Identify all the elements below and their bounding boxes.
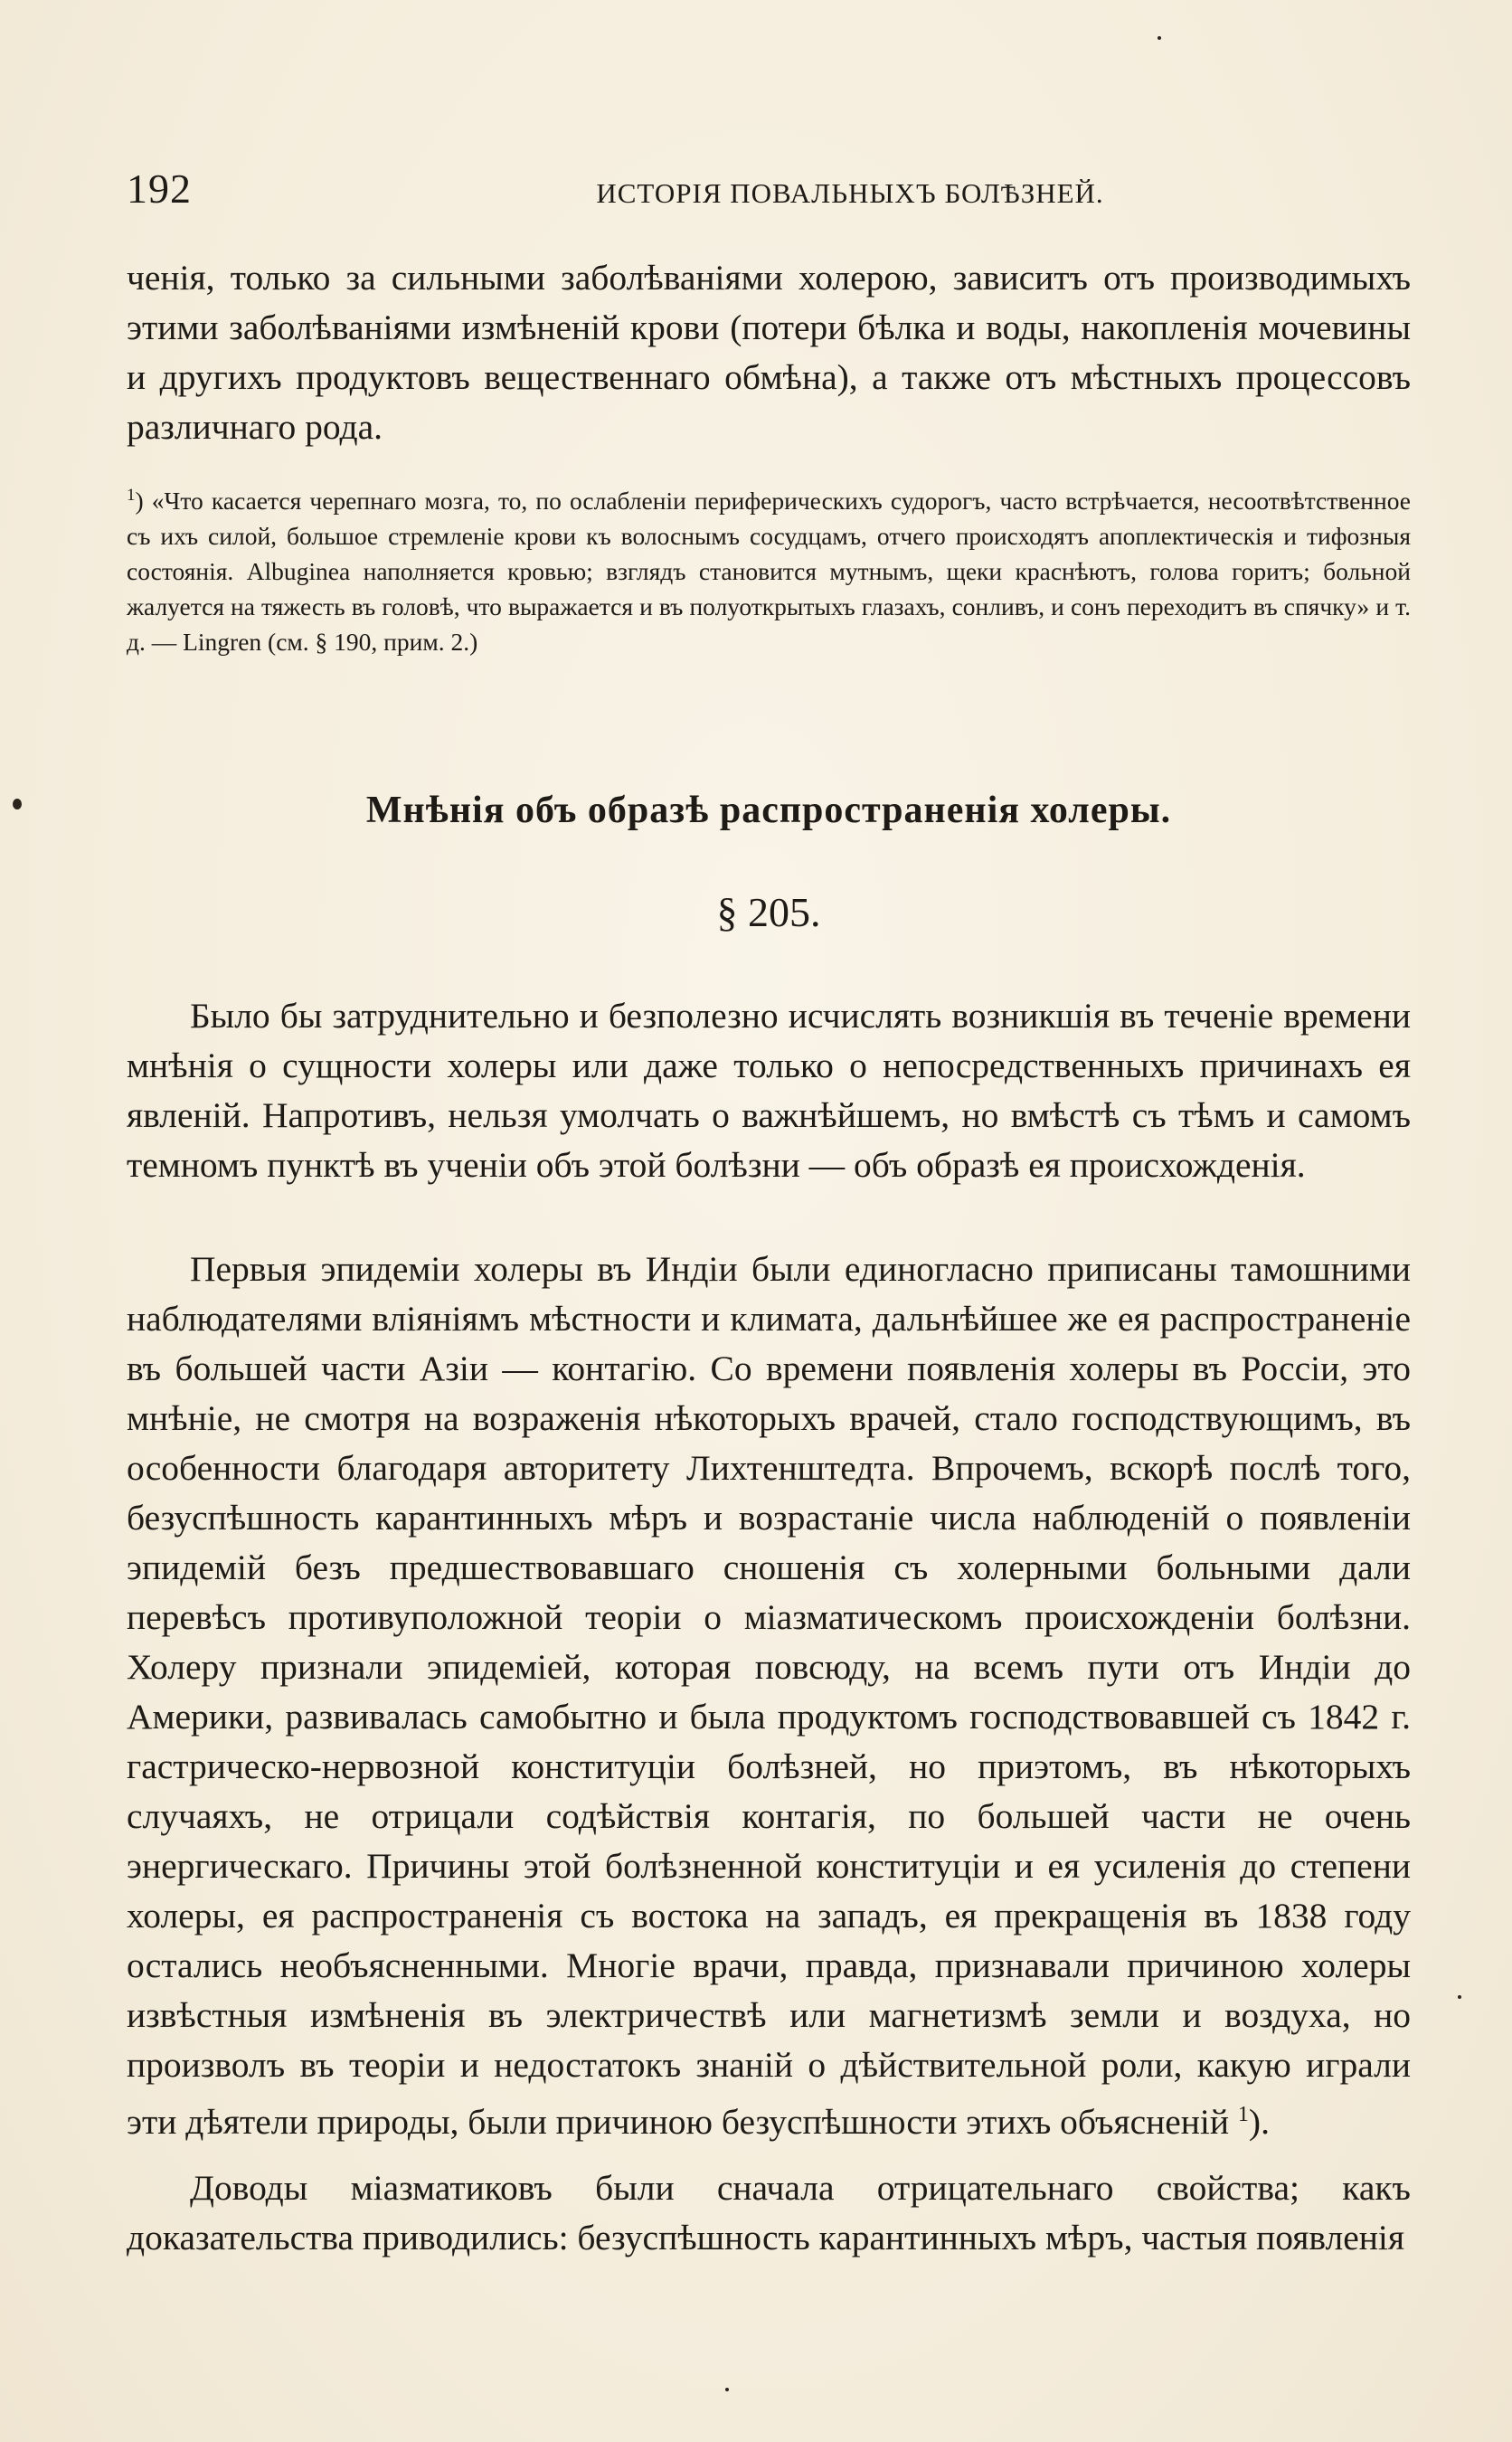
- page-header: [127, 165, 1411, 219]
- ink-smudge: [1458, 1995, 1461, 1999]
- ink-smudge: [13, 799, 22, 809]
- footnote-reference: 1: [1237, 2103, 1249, 2126]
- section-title: Мнѣнія объ образѣ распространенія холеры.: [365, 790, 1172, 831]
- paragraph-2-end: ).: [1248, 2102, 1270, 2143]
- ink-smudge: [725, 2388, 729, 2391]
- ink-smudge: [1158, 36, 1161, 40]
- page-number: 192: [127, 166, 192, 212]
- paragraph-2: [127, 1245, 1411, 2147]
- paragraph-1: Было бы затруднительно и безполезно исчислять возникшія въ теченіе времени мнѣнія о сущности холеры или даже только о непосредственныхъ причинахъ ея явленій. Напротивъ, нельзя умолчать о важнѣйшемъ, но вмѣстѣ съ тѣмъ и самомъ темномъ пунктѣ въ ученіи объ этой болѣзни — объ образѣ ея происхожденія.: [127, 996, 1411, 1185]
- footnote-text: ) «Что касается черепнаго мозга, то, по ослабленіи периферическихъ судорогъ, часто встрѣчается, несоотвѣтственное съ ихъ силой, большое стремленіе крови къ волоснымъ сосудцамъ, отчего происходятъ апоплектическія и тифозныя состоянія. Albuginea наполняется кровью; взглядъ становится мутнымъ, щеки краснѣютъ, голова горитъ; больной жалуется на тяжесть въ головѣ, что выражается и въ полуоткрытыхъ глазахъ, сонливъ, и сонъ переходитъ въ спячку» и т. д. — Lingren (см. § 190, прим. 2.): [127, 487, 1411, 657]
- footnote: [127, 478, 1411, 659]
- paragraph-3: Доводы міазматиковъ были сначала отрицательнаго свойства; какъ доказательства приводились: безуспѣшность карантинныхъ мѣръ, частыя появленія: [127, 2168, 1411, 2257]
- running-head: ИСТОРІЯ ПОВАЛЬНЫХЪ БОЛѢЗНЕЙ.: [596, 177, 1104, 209]
- section-number: § 205.: [716, 889, 821, 935]
- continuation-paragraph: ченія, только за сильными заболѣваніями холерою, зависитъ отъ производимыхъ этими заболѣваніями измѣненій крови (потери бѣлка и воды, накопленія мочевины и другихъ продуктовъ вещественнаго обмѣна), а также отъ мѣстныхъ процессовъ различнаго рода.: [127, 258, 1411, 447]
- footnote-marker: 1: [127, 486, 136, 505]
- paragraph-2-text: Первыя эпидеміи холеры въ Индіи были единогласно приписаны тамошними наблюдателями вліяніямъ мѣстности и климата, дальнѣйшее же ея распространеніе въ большей части Азіи — контагію. Со времени появленія холеры въ Россіи, это мнѣніе, не смотря на возраженія нѣкоторыхъ врачей, стало господствующимъ, въ особенности благодаря авторитету Лихтенштедта. Впрочемъ, вскорѣ послѣ того, безуспѣшность карантинныхъ мѣръ и возрастаніе числа наблюденій о появленіи эпидемій безъ предшествовавшаго сношенія съ холерными больными дали перевѣсъ противуположной теоріи о міазматическомъ происхожденіи болѣзни. Холеру признали эпидеміей, которая повсюду, на всемъ пути отъ Индіи до Америки, развивалась самобытно и была продуктомъ господствовавшей съ 1842 г. гастрическо-нервозной конституціи болѣзней, но приэтомъ, въ нѣкоторыхъ случаяхъ, не отрицали содѣйствія контагія, по большей части не очень энергическаго. Причины этой болѣзненной конституціи и ея усиленія до степени холеры, ея распространенія съ востока на западъ, ея прекращенія въ 1838 году остались необъясненными. Многіе врачи, правда, признавали причиною холеры извѣстныя измѣненія въ электричествѣ или магнетизмѣ земли и воздуха, но произволъ въ теоріи и недостатокъ знаній о дѣйствительной роли, какую играли эти дѣятели природы, были причиною безуспѣшности этихъ объясненій: [127, 1249, 1411, 2143]
